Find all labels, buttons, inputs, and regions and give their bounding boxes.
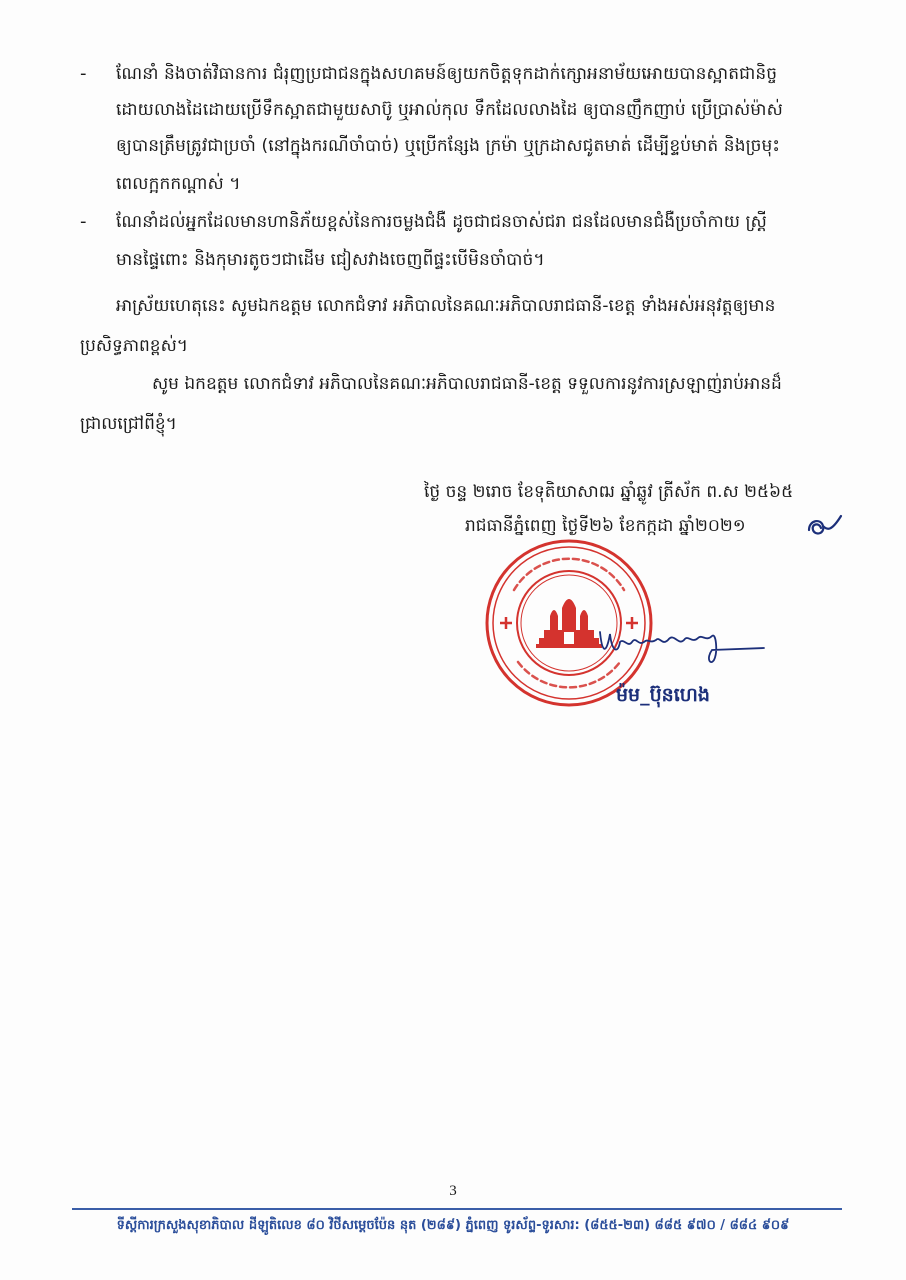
bullet-line: មានផ្ទៃពោះ និងកុមារតូចៗជាដើម ជៀសវាងចេញពីផ្ទះបើមិនចាំបាច់។ (116, 250, 545, 270)
paragraph-line: ប្រសិទ្ធភាពខ្ពស់។ (80, 336, 188, 356)
bullet-line: ឲ្យបានត្រឹមត្រូវជាប្រចាំ (នៅក្នុងករណីចាំបាច់) ឬប្រើកន្សែង ក្រម៉ា ឬក្រដាសជូតមាត់ ដើម្បីខ្ទប់មាត់ និងច្រមុះ (116, 136, 780, 156)
bullet-line: ដោយលាងដៃដោយប្រើទឹកស្អាតជាមួយសាប៊ូ ឬអាល់កុល ទឹកដែលលាងដៃ ឲ្យបានញឹកញាប់ ប្រើប្រាស់ម៉ាស់ (116, 100, 783, 120)
handwritten-signature-icon (588, 612, 768, 672)
page-number: 3 (449, 1183, 457, 1199)
signer-name: ម៉ម_ប៊ុនហេង (616, 684, 710, 706)
footer-address: ទីស្តីការក្រសួងសុខាភិបាល ដីឡូតិលេខ ៨០ វិថីសម្ដេចប៉ែន នុត (២៨៩) ភ្នំពេញ ទូរស័ព្ទ-ទូរសារ: (៨៥៥-២៣) ៨៨៥ ៩៧០ / ៨៨៤ ៩០៩ (116, 1218, 790, 1233)
bullet-marker: - (80, 211, 87, 232)
paragraph-line: សូម ឯកឧត្ដម លោកជំទាវ អភិបាលនៃគណៈអភិបាលរាជធានី-ខេត្ត ទទួលការនូវការស្រឡាញ់រាប់អានដ៏ (152, 374, 782, 394)
paragraph-line: អាស្រ័យហេតុនេះ សូមឯកឧត្ដម លោកជំទាវ អភិបាលនៃគណៈអភិបាលរាជធានី-ខេត្ត ទាំងអស់អនុវត្តឲ្យមាន (116, 296, 776, 316)
approval-mark-icon (805, 512, 845, 540)
bullet-line: ណែនាំដល់អ្នកដែលមានហានិភ័យខ្ពស់នៃការចម្លងជំងឺ ដូចជាជនចាស់ជរា ជនដែលមានជំងឺប្រចាំកាយ ស្ត្រី (116, 212, 767, 232)
lunar-date: ថ្ងៃ ចន្ទ ២រោច ខែទុតិយាសាឍ ឆ្នាំឆ្លូវ ត្រីស័ក ព.ស ២៥៦៥ (424, 482, 794, 502)
footer-divider (72, 1208, 842, 1210)
paragraph-line: ជ្រាលជ្រៅពីខ្ញុំ។ (80, 414, 177, 434)
bullet-line: ពេលក្អកកណ្ដាស់ ។ (116, 174, 241, 194)
bullet-marker: - (80, 63, 87, 84)
bullet-line: ណែនាំ និងចាត់វិធានការ ជំរុញប្រជាជនក្នុងសហគមន៍ឲ្យយកចិត្តទុកដាក់ក្សោអនាម័យអោយបានស្អាតជានិច្ច (116, 64, 778, 84)
solar-date: រាជធានីភ្នំពេញ ថ្ងៃទី២៦ ខែកក្កដា ឆ្នាំ២០២១ (465, 516, 746, 536)
